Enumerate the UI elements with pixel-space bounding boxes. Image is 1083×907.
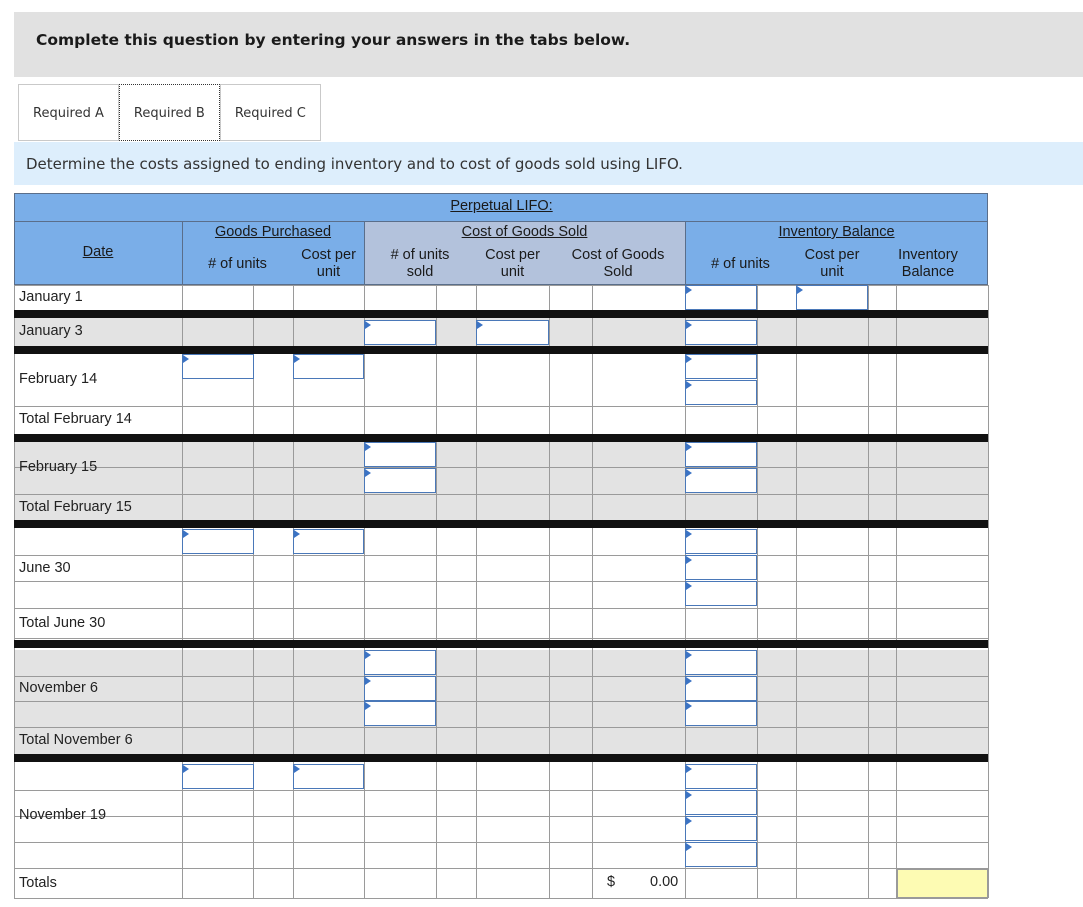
banner-text: Complete this question by entering your answers in the tabs below. <box>36 31 631 49</box>
cs-total-header-2: Sold <box>603 264 633 280</box>
input-jun30-ib-units-2[interactable] <box>685 555 757 580</box>
input-nov19-gp-cost[interactable] <box>293 764 364 789</box>
question-banner <box>14 12 1083 77</box>
row-label-february-15: February 15 <box>19 459 98 475</box>
col-line-8 <box>592 285 593 898</box>
ib-total-header-2: Balance <box>901 264 955 280</box>
row-line-1 <box>14 406 988 407</box>
col-line-13 <box>896 285 897 898</box>
input-nov6-ib-units-3[interactable] <box>685 701 757 726</box>
date-header: Date <box>82 244 114 260</box>
row-label-january-3: January 3 <box>19 323 83 339</box>
input-jan3-cs-units[interactable] <box>364 320 436 345</box>
cs-cost-header-2: unit <box>500 264 525 280</box>
col-line-12 <box>868 285 869 898</box>
input-nov19-ib-units-2[interactable] <box>685 790 757 815</box>
row-line-8 <box>14 638 988 639</box>
row-line-14 <box>14 816 988 817</box>
table-title: Perpetual LIFO: <box>450 198 553 214</box>
tab-required-a[interactable]: Required A <box>18 84 119 141</box>
row-label-november-6: November 6 <box>19 680 98 696</box>
col-line-5 <box>436 285 437 898</box>
row-line-6 <box>14 581 988 582</box>
input-jan1-ib-units[interactable] <box>685 285 757 310</box>
input-jan3-ib-units[interactable] <box>685 320 757 345</box>
col-line-4 <box>364 285 365 898</box>
tab-required-b[interactable]: Required B <box>119 84 220 141</box>
row-separator-5 <box>14 754 988 762</box>
ib-total-header-1: Inventory <box>898 247 958 263</box>
col-line-0 <box>14 285 15 898</box>
input-nov19-ib-units-3[interactable] <box>685 816 757 841</box>
row-label-total-february-15: Total February 15 <box>19 499 132 515</box>
row-separator-1 <box>14 346 988 354</box>
input-nov6-cs-units-3[interactable] <box>364 701 436 726</box>
cs-units-header-2: sold <box>406 264 434 280</box>
ib-units-header: # of units <box>711 256 770 272</box>
tab-required-c[interactable]: Required C <box>220 84 321 141</box>
input-feb15-ib-units-2[interactable] <box>685 468 757 493</box>
col-line-6 <box>476 285 477 898</box>
ib-cost-header-2: unit <box>820 264 844 280</box>
row-line-9 <box>14 676 988 677</box>
input-feb14-gp-units[interactable] <box>182 354 254 379</box>
totals-cogs-value: 0.00 <box>650 874 679 890</box>
input-nov19-ib-units-1[interactable] <box>685 764 757 789</box>
row-line-13 <box>14 790 988 791</box>
input-jun30-ib-units-3[interactable] <box>685 581 757 606</box>
input-feb15-cs-units-1[interactable] <box>364 442 436 467</box>
cs-cost-header-1: Cost per <box>485 247 540 263</box>
row-label-february-14: February 14 <box>19 371 98 387</box>
col-line-14 <box>988 285 989 898</box>
input-nov6-cs-units-2[interactable] <box>364 676 436 701</box>
row-label-total-june-30: Total June 30 <box>19 615 106 631</box>
input-jun30-gp-units[interactable] <box>182 529 254 554</box>
instruction-bar <box>14 142 1083 185</box>
group-goods-purchased: Goods Purchased <box>214 224 332 240</box>
row-line-7 <box>14 608 988 609</box>
input-nov6-ib-units-1[interactable] <box>685 650 757 675</box>
row-label-total-february-14: Total February 14 <box>19 411 132 427</box>
input-nov19-gp-units[interactable] <box>182 764 254 789</box>
col-line-10 <box>757 285 758 898</box>
input-nov6-ib-units-2[interactable] <box>685 676 757 701</box>
group-inventory-balance: Inventory Balance <box>778 224 895 240</box>
row-separator-3 <box>14 520 988 528</box>
group-cost-of-goods-sold: Cost of Goods Sold <box>461 224 588 240</box>
input-feb15-cs-units-2[interactable] <box>364 468 436 493</box>
row-line-2 <box>14 467 988 468</box>
ib-cost-header-1: Cost per <box>804 247 860 263</box>
cs-units-header-1: # of units <box>390 247 450 263</box>
input-feb14-ib-units-1[interactable] <box>685 354 757 379</box>
gp-units-header: # of units <box>208 256 267 272</box>
totals-cogs-currency: $ <box>607 874 616 890</box>
row-separator-2 <box>14 434 988 442</box>
row-band-grey-2 <box>14 650 988 754</box>
input-nov6-cs-units-1[interactable] <box>364 650 436 675</box>
row-line-3 <box>14 494 988 495</box>
col-line-11 <box>796 285 797 898</box>
gp-cost-header-2: unit <box>316 264 341 280</box>
input-feb14-gp-cost[interactable] <box>293 354 364 379</box>
col-line-7 <box>549 285 550 898</box>
row-separator-0 <box>14 310 988 318</box>
input-jun30-ib-units-1[interactable] <box>685 529 757 554</box>
row-line-5 <box>14 555 988 556</box>
cs-total-header-1: Cost of Goods <box>571 247 665 263</box>
totals-inventory-highlight <box>897 869 988 898</box>
row-line-11 <box>14 727 988 728</box>
tab-bar <box>18 84 321 143</box>
input-jan1-ib-cost[interactable] <box>796 285 868 310</box>
row-line-10 <box>14 701 988 702</box>
input-feb15-ib-units-1[interactable] <box>685 442 757 467</box>
row-label-january-1: January 1 <box>19 289 83 305</box>
input-nov19-ib-units-4[interactable] <box>685 842 757 867</box>
row-line-15 <box>14 842 988 843</box>
gp-cost-header-1: Cost per <box>301 247 356 263</box>
row-line-17 <box>14 898 988 899</box>
row-separator-4 <box>14 640 988 648</box>
row-label-june-30: June 30 <box>19 560 71 576</box>
input-feb14-ib-units-2[interactable] <box>685 380 757 405</box>
row-label-total-november-6: Total November 6 <box>19 732 133 748</box>
row-band-grey-1 <box>14 442 988 520</box>
input-jun30-gp-cost[interactable] <box>293 529 364 554</box>
row-label-november-19: November 19 <box>19 807 107 823</box>
row-label-totals: Totals <box>19 875 57 891</box>
input-jan3-cs-cost[interactable] <box>476 320 549 345</box>
row-line-16 <box>14 868 988 869</box>
header-mid-line <box>14 221 988 222</box>
instruction-text: Determine the costs assigned to ending inventory and to cost of goods sold using LIFO. <box>26 155 683 173</box>
